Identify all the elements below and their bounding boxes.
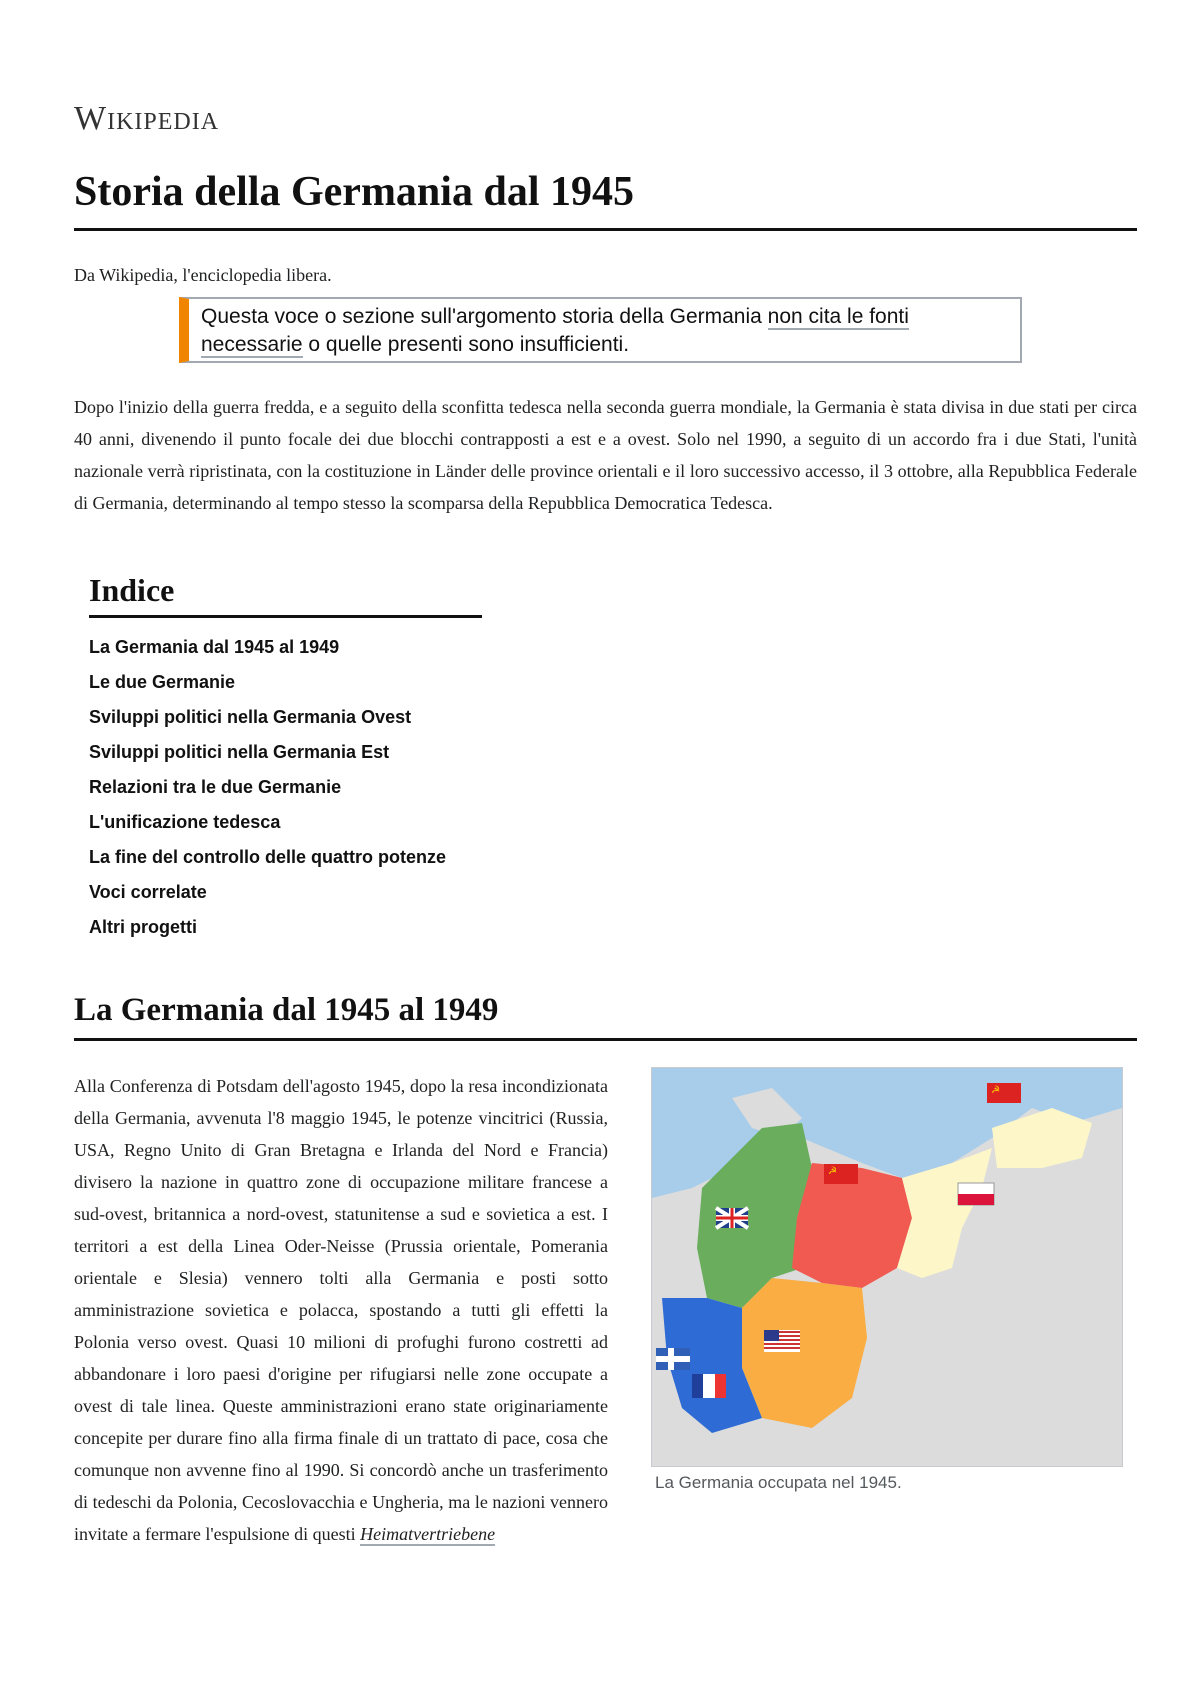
toc-item[interactable]: Sviluppi politici nella Germania Est: [89, 742, 390, 762]
toc-item[interactable]: Voci correlate: [89, 882, 207, 902]
section-divider: [74, 1038, 1137, 1041]
site-subtitle: Da Wikipedia, l'enciclopedia libera.: [74, 265, 332, 285]
toc-item[interactable]: La Germania dal 1945 al 1949: [89, 637, 340, 657]
usa-flag-icon: [764, 1330, 800, 1352]
intro-paragraph: Dopo l'inizio della guerra fredda, e a seguito della sconfitta tedesca nella seconda guerra mondiale, la Germania è stata divisa in due stati per circa 40 anni, divenendo il punto focale dei due blocchi contrapposti a est e a ovest. Solo nel 1990, a seguito di un accordo fra i due Stati, l'unità nazionale verrà ripristinata, con la costituzione in Länder delle province orientali e il loro successivo accesso, il 3 ottobre, alla Repubblica Federale di Germania, determinando al tempo stesso la scomparsa della Repubblica Democratica Tedesca.: [74, 397, 1137, 513]
notice-text-after: o quelle presenti sono insufficienti: [302, 333, 624, 356]
notice-link[interactable]: non cita le fonti necessarie: [201, 305, 909, 356]
notice-end: .: [623, 333, 630, 356]
saar-flag-icon: [656, 1348, 690, 1370]
poland-flag-icon: [958, 1183, 994, 1205]
svg-text:☭: ☭: [828, 1166, 837, 1177]
heimatvertriebene-link[interactable]: Heimatvertriebene: [360, 1524, 496, 1544]
toc-item[interactable]: Altri progetti: [89, 917, 197, 937]
page-title: Storia della Germania dal 1945: [74, 169, 634, 215]
toc-list: [89, 630, 482, 945]
ussr-flag-icon: [824, 1164, 858, 1184]
map-caption: La Germania occupata nel 1945.: [655, 1473, 902, 1492]
occupation-zones-map: [652, 1068, 1122, 1466]
ussr-flag-icon: [987, 1083, 1021, 1103]
toc-item[interactable]: Relazioni tra le due Germanie: [89, 777, 342, 797]
citation-notice: [179, 297, 1022, 363]
toc-item[interactable]: L'unificazione tedesca: [89, 812, 281, 832]
svg-text:☭: ☭: [991, 1085, 1000, 1096]
notice-text-before: Questa voce o sezione sull'argomento storia della Germania: [201, 305, 768, 328]
section-heading: La Germania dal 1945 al 1949: [74, 992, 499, 1028]
map-figure: [651, 1067, 1123, 1493]
table-of-contents: [89, 572, 482, 945]
section-body-text: Alla Conferenza di Potsdam dell'agosto 1945, dopo la resa incondizionata della Germania, avvenuta l'8 maggio 1945, le potenze vincitrici (Russia, USA, Regno Unito di Gran Bretagna e Irlanda del Nord e Francia) divisero la nazione in quattro zone di occupazione militare francese a sud-ovest, britannica a nord-ovest, statunitense a sud e sovietica a est. I territori a est della Linea Oder-Neisse (Prussia orientale, Pomerania orientale e Slesia) vennero tolti alla Germania e posti sotto amministrazione sovietica e polacca, spostando a tutti gli effetti la Polonia verso ovest. Quasi 10 milioni di profughi furono costretti ad abbandonare i loro paesi d'origine per rifugiarsi nelle zone occupate a ovest di tale linea. Queste amministrazioni erano state originariamente concepite per durare fino alla firma finale di un trattato di pace, cosa che comunque non avvenne fino al 1990. Si concordò anche un trasferimento di tedeschi da Polonia, Cecoslovacchia e Ungheria, ma le nazioni vennero invitate a fermare l'espulsione di questi: [74, 1076, 608, 1544]
toc-divider: [89, 615, 482, 618]
france-flag-icon: [692, 1374, 726, 1398]
map-image[interactable]: [651, 1067, 1123, 1467]
title-divider: [74, 228, 1137, 231]
toc-title: Indice: [89, 572, 175, 608]
toc-item[interactable]: Sviluppi politici nella Germania Ovest: [89, 707, 412, 727]
uk-flag-icon: [716, 1208, 748, 1228]
wikipedia-logo[interactable]: Wikipedia: [74, 100, 220, 137]
section-paragraph: [74, 1070, 608, 1550]
toc-item[interactable]: Le due Germanie: [89, 672, 236, 692]
toc-item[interactable]: La fine del controllo delle quattro potenze: [89, 847, 447, 867]
